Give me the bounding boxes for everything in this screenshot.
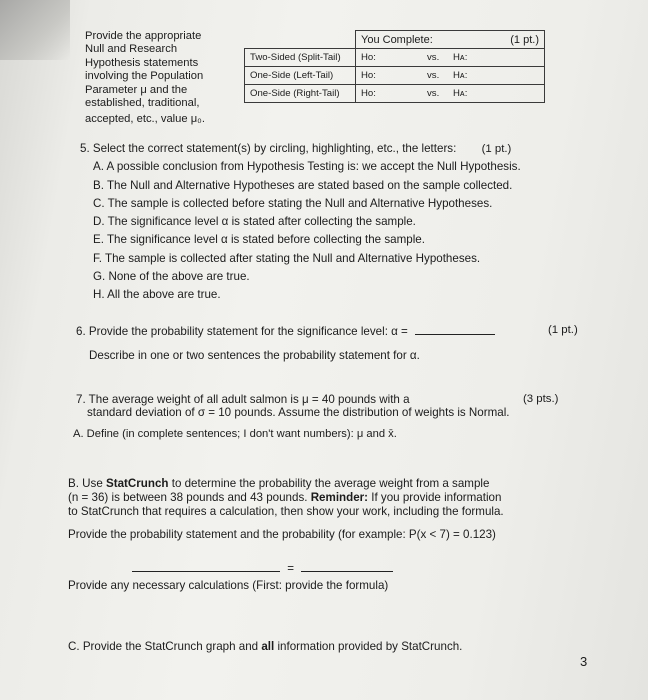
- equals-sign: =: [287, 562, 295, 575]
- vs-label: vs.: [427, 52, 440, 63]
- vs-label: vs.: [427, 88, 440, 99]
- intro-line: Provide the appropriate: [85, 30, 202, 42]
- part-b-text: to determine the probability the average weight from a sample: [168, 477, 490, 490]
- q5-prompt-text: 5. Select the correct statement(s) by circling, highlighting, etc., the letters:: [80, 142, 457, 155]
- intro-line: established, traditional,: [85, 97, 200, 110]
- alpha-answer-field[interactable]: [415, 324, 495, 335]
- hypothesis-table: [244, 30, 545, 103]
- vs-label: vs.: [427, 70, 440, 81]
- q6-prompt: 6. Provide the probability statement for the significance level: α =: [76, 325, 408, 338]
- part-c-text: C. Provide the StatCrunch graph and: [68, 640, 262, 653]
- question-6: [76, 324, 495, 339]
- q7-part-b-line4: Provide the probability statement and the probability (for example: P(x < 7) = 0.123): [68, 528, 496, 541]
- q5-option-g[interactable]: G. None of the above are true.: [93, 270, 250, 284]
- q7-part-b-calc: Provide any necessary calculations (First: provide the formula): [68, 579, 389, 592]
- q7-line1: 7. The average weight of all adult salmon is μ = 40 pounds with a: [76, 393, 410, 406]
- reminder-bold: Reminder:: [310, 491, 369, 504]
- part-c-text: information provided by StatCrunch.: [274, 640, 463, 653]
- intro-text: [85, 30, 205, 127]
- ha-label: Hᴀ:: [453, 70, 468, 81]
- q6-points: (1 pt.): [548, 324, 578, 336]
- row-label: Two-Sided (Split-Tail): [245, 49, 356, 67]
- part-b-text: (n = 36) is between 38 pounds and 43 pounds.: [68, 491, 311, 504]
- table-corner: [245, 31, 356, 49]
- h0-label: Ho:: [361, 52, 376, 63]
- intro-line: involving the Population: [85, 70, 204, 83]
- ha-label: Hᴀ:: [453, 88, 468, 99]
- q5-option-b[interactable]: B. The Null and Alternative Hypotheses are stated based on the sample collected.: [93, 178, 513, 192]
- hypothesis-input[interactable]: [356, 67, 545, 85]
- q5-option-a[interactable]: A. A possible conclusion from Hypothesis Testing is: we accept the Null Hypothesis.: [93, 160, 521, 174]
- table-header: [356, 31, 545, 49]
- table-row: [245, 85, 545, 103]
- table-header-row: [245, 31, 545, 49]
- intro-line: Parameter μ and the: [85, 83, 188, 96]
- part-b-text: B. Use: [68, 477, 107, 490]
- part-b-text: If you provide information: [368, 491, 502, 504]
- q7-part-c: [68, 640, 462, 654]
- q5-option-c[interactable]: C. The sample is collected before stating the Null and Alternative Hypotheses.: [93, 196, 493, 210]
- q5-option-f[interactable]: F. The sample is collected after stating the Null and Alternative Hypotheses.: [93, 251, 481, 265]
- probability-answer-line: [132, 561, 393, 576]
- question-5: [80, 140, 521, 305]
- intro-line: accepted, etc., value μ₀.: [85, 113, 205, 126]
- q5-points: (1 pt.): [481, 143, 512, 155]
- probability-value-field[interactable]: [301, 561, 393, 572]
- q5-option-h[interactable]: H. All the above are true.: [93, 288, 221, 302]
- q7-part-b-line3: to StatCrunch that requires a calculation, then show your work, including the formula.: [68, 505, 504, 518]
- q5-option-e[interactable]: E. The significance level α is stated before collecting the sample.: [93, 233, 425, 247]
- q5-prompt: [80, 140, 521, 158]
- intro-line: Null and Research: [85, 43, 178, 56]
- hypothesis-input[interactable]: [356, 85, 545, 103]
- q7-part-b-line1: [68, 477, 489, 491]
- probability-statement-field[interactable]: [132, 561, 280, 572]
- row-label: One-Side (Right-Tail): [245, 85, 356, 103]
- hypothesis-input[interactable]: [356, 49, 545, 67]
- ha-label: Hᴀ:: [453, 52, 468, 63]
- q7-line2: standard deviation of σ = 10 pounds. Assume the distribution of weights is Normal.: [87, 406, 510, 419]
- h0-label: Ho:: [361, 70, 376, 81]
- statcrunch-bold: StatCrunch: [106, 477, 169, 490]
- q6-describe: Describe in one or two sentences the probability statement for α.: [89, 349, 420, 362]
- all-bold: all: [261, 640, 275, 653]
- q5-option-d[interactable]: D. The significance level α is stated after collecting the sample.: [93, 215, 416, 229]
- h0-label: Ho:: [361, 88, 376, 99]
- table-header-label: You Complete:: [361, 33, 433, 46]
- q7-points: (3 pts.): [523, 393, 559, 405]
- row-label: One-Side (Left-Tail): [245, 67, 356, 85]
- q7-part-b-line2: [68, 491, 501, 505]
- q7-part-a: A. Define (in complete sentences; I don't want numbers): μ and x̄.: [73, 428, 397, 440]
- page-shadow: [0, 0, 70, 60]
- table-header-points: (1 pt.): [510, 33, 539, 46]
- intro-line: Hypothesis statements: [85, 56, 199, 69]
- table-row: [245, 67, 545, 85]
- page-number: 3: [580, 654, 588, 669]
- table-row: [245, 49, 545, 67]
